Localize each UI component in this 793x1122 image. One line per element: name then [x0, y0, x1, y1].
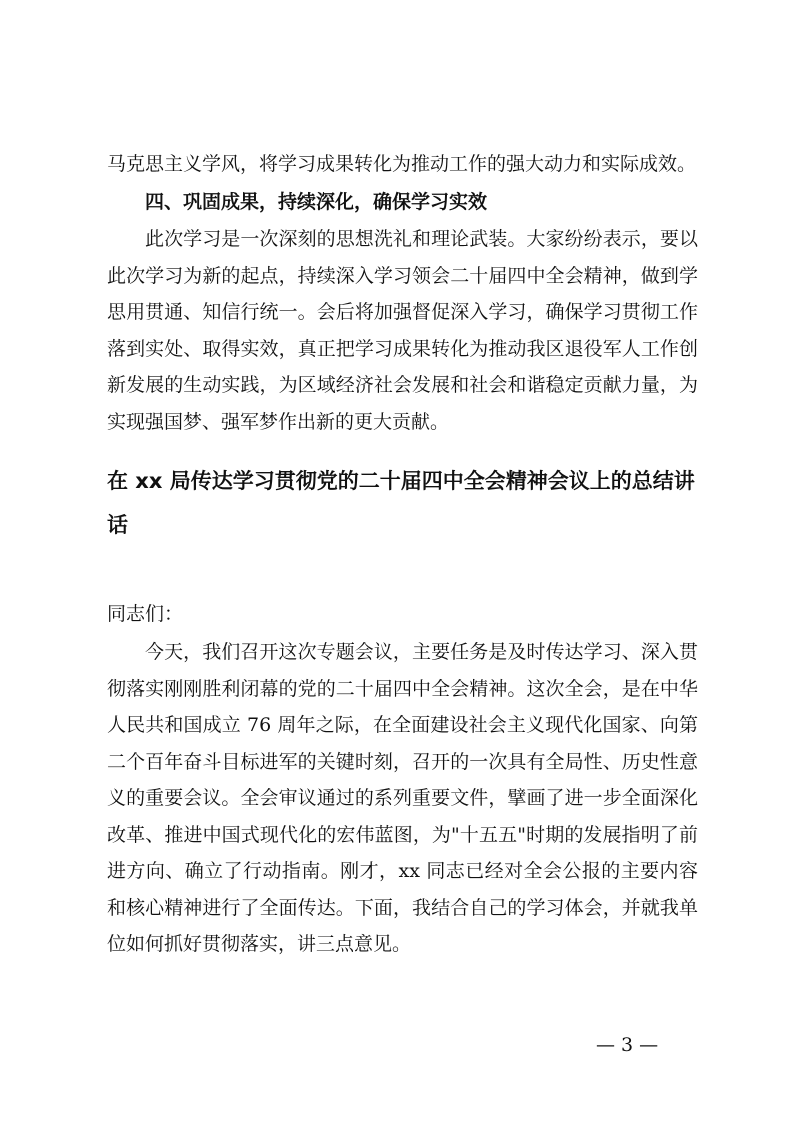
speech-paragraph: 今天，我们召开这次专题会议，主要任务是及时传达学习、深入贯彻落实刚刚胜利闭幕的党的二十届四中全会精神。这次全会，是在中华人民共和国成立 76 周年之际，在全面建设社会主义现代化国家、向第二个百年奋斗目标进军的关键时刻，召开的一次具有全局性、历史性意义的重要会议。全会审议通过的系列重要文件，擘画了进一步全面深化改革、推进中国式现代化的宏伟蓝图，为"十五五"时期的发展指明了前进方向、确立了行动指南。刚才，xx 同志已经对全会公报的主要内容和核心精神进行了全面传达。下面，我结合自己的学习体会，并就我单位如何抓好贯彻落实，讲三点意见。: [107, 641, 698, 955]
salutation: 同志们：: [107, 603, 184, 625]
section-four-paragraph: 此次学习是一次深刻的思想洗礼和理论武装。大家纷纷表示，要以此次学习为新的起点，持续深入学习领会二十届四中全会精神，做到学思用贯通、知信行统一。会后将加强督促深入学习，确保学习贯彻工作落到实处、取得实效，真正把学习成果转化为推动我区退役军人工作创新发展的生动实践，为区域经济社会发展和社会和谐稳定贡献力量，为实现强国梦、强军梦作出新的更大贡献。: [107, 228, 698, 433]
page-number: — 3 —: [596, 1034, 659, 1056]
continuation-paragraph: 马克思主义学风，将学习成果转化为推动工作的强大动力和实际成效。: [107, 153, 697, 175]
section-four-heading: 四、巩固成果，持续深化，确保学习实效: [145, 191, 488, 213]
speech-title: 在 xx 局传达学习贯彻党的二十届四中全会精神会议上的总结讲话: [107, 469, 695, 537]
